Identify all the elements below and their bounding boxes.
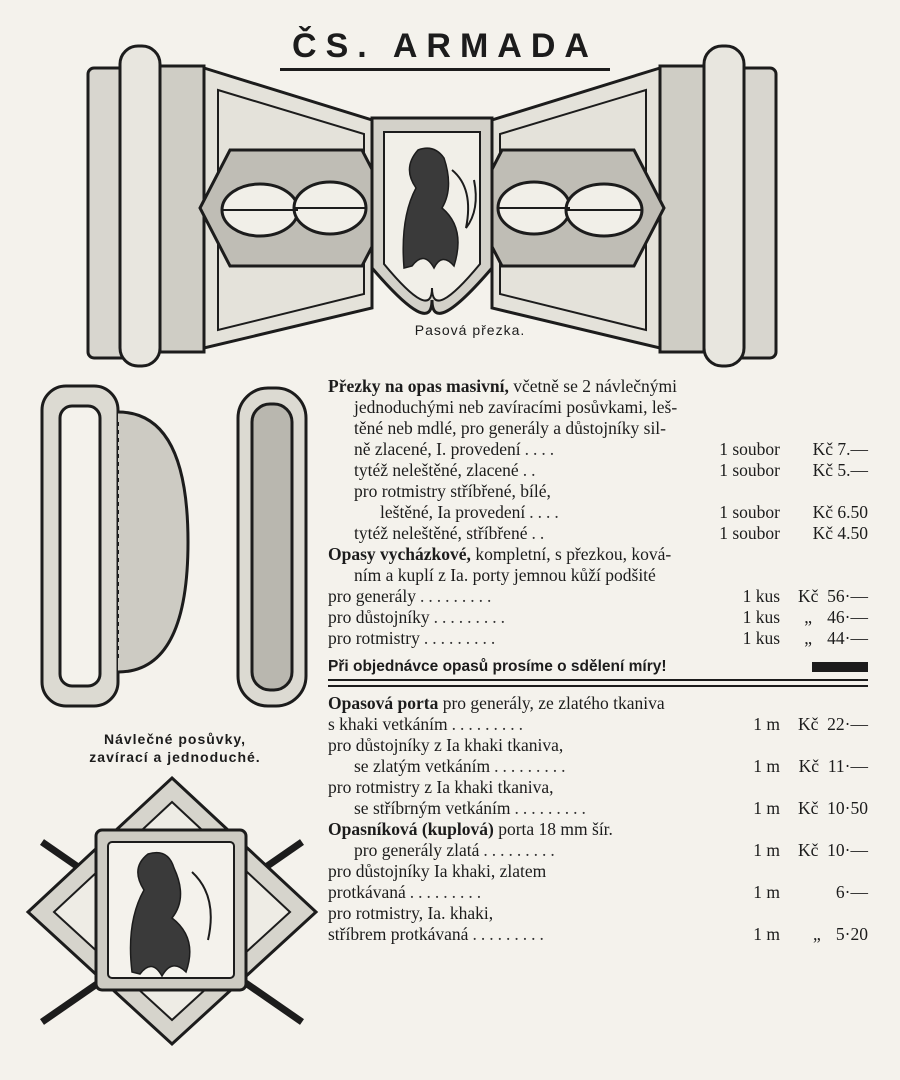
order-notice (328, 655, 868, 681)
price-row (328, 439, 868, 460)
item-label: pro generály (328, 586, 416, 606)
item-price (780, 460, 868, 481)
leader-dots: ......... (494, 756, 570, 776)
price-value: 10·50 (827, 798, 868, 818)
item-qty: 1 m (753, 882, 780, 902)
item-price (780, 439, 868, 460)
belt-slides-illustration (38, 382, 312, 712)
slides-caption (30, 730, 320, 766)
badge-illustration (22, 772, 322, 1050)
price-row (328, 924, 868, 945)
currency: Kč (798, 756, 820, 776)
item-label: s khaki vetkáním (328, 714, 448, 734)
price-value: 4.50 (837, 523, 868, 543)
leader-dots: ......... (472, 924, 548, 944)
item-price (780, 586, 868, 607)
item-price (780, 523, 868, 544)
leader-dots: ......... (483, 840, 559, 860)
buckles-desc-line: těné neb mdlé, pro generály a důstojníky sil- (354, 418, 667, 438)
porta-heading: Opasová porta (328, 693, 439, 713)
price-row (328, 628, 868, 649)
page-title: ČS. ARMADA (280, 24, 610, 71)
buckles-sub-line: pro rotmistry stříbřené, bílé, (354, 481, 551, 501)
item-qty: 1 soubor (719, 460, 780, 480)
kupl-heading: Opasníková (kuplová) (328, 819, 494, 839)
porta-intro (328, 693, 868, 714)
item-label: ně zlacené, I. provedení (354, 439, 521, 459)
price-list (328, 376, 868, 945)
leader-dots: ......... (419, 586, 496, 606)
leader-dots: .... (524, 439, 559, 459)
item-price (780, 924, 868, 945)
price-value: 5·20 (835, 924, 868, 944)
currency: „ (804, 607, 813, 627)
slides-caption-line1: Návlečné posůvky, (103, 731, 247, 747)
price-row (328, 840, 868, 861)
kupl-intro (328, 819, 868, 840)
notice-mark (812, 662, 868, 672)
item-price (780, 882, 868, 903)
item-label: tytéž neleštěné, stříbřené (354, 523, 528, 543)
leader-dots: ......... (423, 628, 500, 648)
item-price (780, 756, 868, 777)
price-row (328, 882, 868, 903)
currency: Kč (797, 840, 819, 860)
price-value: 6·— (835, 882, 868, 902)
currency: Kč (812, 502, 833, 522)
kupl-intro-rest: porta 18 mm šír. (498, 819, 613, 839)
currency: „ (804, 628, 813, 648)
leader-dots: .... (529, 502, 563, 522)
leader-dots: ......... (451, 714, 527, 734)
item-qty: 1 m (753, 714, 780, 734)
kupl-sub-line: pro rotmistry, Ia. khaki, (328, 903, 494, 923)
item-label: pro důstojníky (328, 607, 430, 627)
currency: Kč (812, 460, 833, 480)
item-label: protkávaná (328, 882, 406, 902)
belts-desc-line: ním a kuplí z Ia. porty jemnou kůží podšité (354, 565, 656, 585)
section-divider (328, 685, 868, 687)
kupl-sub-line: pro důstojníky Ia khaki, zlatem (328, 861, 547, 881)
porta-intro-rest: pro generály, ze zlatého tkaniva (442, 693, 665, 713)
item-qty: 1 m (753, 924, 780, 944)
price-value: 11·— (827, 756, 868, 776)
item-qty: 1 kus (742, 586, 780, 606)
belts-heading: Opasy vycházkové, (328, 544, 471, 564)
porta-sub-line: pro důstojníky z Ia khaki tkaniva, (328, 735, 564, 755)
item-label: leštěné, Ia provedení (380, 502, 526, 522)
price-row (328, 586, 868, 607)
currency: Kč (797, 798, 819, 818)
item-label: se stříbrným vetkáním (354, 798, 511, 818)
buckles-intro-rest: včetně se 2 návlečnými (513, 376, 677, 396)
item-label: pro generály zlatá (354, 840, 480, 860)
price-row (328, 460, 868, 481)
item-qty: 1 kus (742, 628, 780, 648)
item-qty: 1 soubor (719, 439, 780, 459)
item-label: stříbrem protkávaná (328, 924, 469, 944)
price-row (328, 523, 868, 544)
buckle-caption: Pasová přezka. (414, 322, 526, 338)
currency: Kč (797, 586, 819, 606)
item-price (780, 628, 868, 649)
item-label: se zlatým vetkáním (354, 756, 491, 776)
price-row (328, 714, 868, 735)
currency: Kč (812, 439, 833, 459)
item-qty: 1 m (753, 756, 780, 776)
buckles-intro (328, 376, 868, 397)
item-price (780, 714, 868, 735)
price-value: 7.— (837, 439, 868, 459)
leader-dots: .. (522, 460, 540, 480)
price-value: 56·— (827, 586, 868, 606)
buckles-desc-line: jednoduchými neb zavíracími posůvkami, leš- (354, 397, 678, 417)
item-qty: 1 m (753, 840, 780, 860)
belt-buckle-illustration (82, 38, 782, 368)
leader-dots: ......... (409, 882, 486, 902)
item-price (780, 840, 868, 861)
currency: „ (813, 924, 821, 944)
currency: Kč (812, 523, 833, 543)
item-qty: 1 kus (742, 607, 780, 627)
price-row (328, 798, 868, 819)
porta-sub-line: pro rotmistry z Ia khaki tkaniva, (328, 777, 554, 797)
item-label: tytéž neleštěné, zlacené (354, 460, 519, 480)
order-notice-text: Při objednávce opasů prosíme o sdělení míry! (328, 658, 667, 675)
price-value: 46·— (827, 607, 868, 627)
leader-dots: ......... (433, 607, 509, 627)
price-value: 22·— (827, 714, 868, 734)
slides-caption-line2: zavírací a jednoduché. (89, 749, 261, 765)
belts-intro (328, 544, 868, 565)
buckles-heading: Přezky na opas masivní, (328, 376, 509, 396)
leader-dots: ......... (514, 798, 590, 818)
price-row (328, 502, 868, 523)
belts-intro-rest: kompletní, s přezkou, ková- (475, 544, 672, 564)
price-value: 5.— (837, 460, 868, 480)
price-row (328, 756, 868, 777)
price-value: 10·— (827, 840, 868, 860)
item-price (780, 502, 868, 523)
item-qty: 1 soubor (719, 523, 780, 543)
currency: Kč (797, 714, 819, 734)
price-value: 6.50 (837, 502, 868, 522)
leader-dots: .. (531, 523, 549, 543)
item-price (780, 607, 868, 628)
item-qty: 1 soubor (719, 502, 780, 522)
item-label: pro rotmistry (328, 628, 420, 648)
price-row (328, 607, 868, 628)
item-price (780, 798, 868, 819)
item-qty: 1 m (753, 798, 780, 818)
price-value: 44·— (827, 628, 868, 648)
